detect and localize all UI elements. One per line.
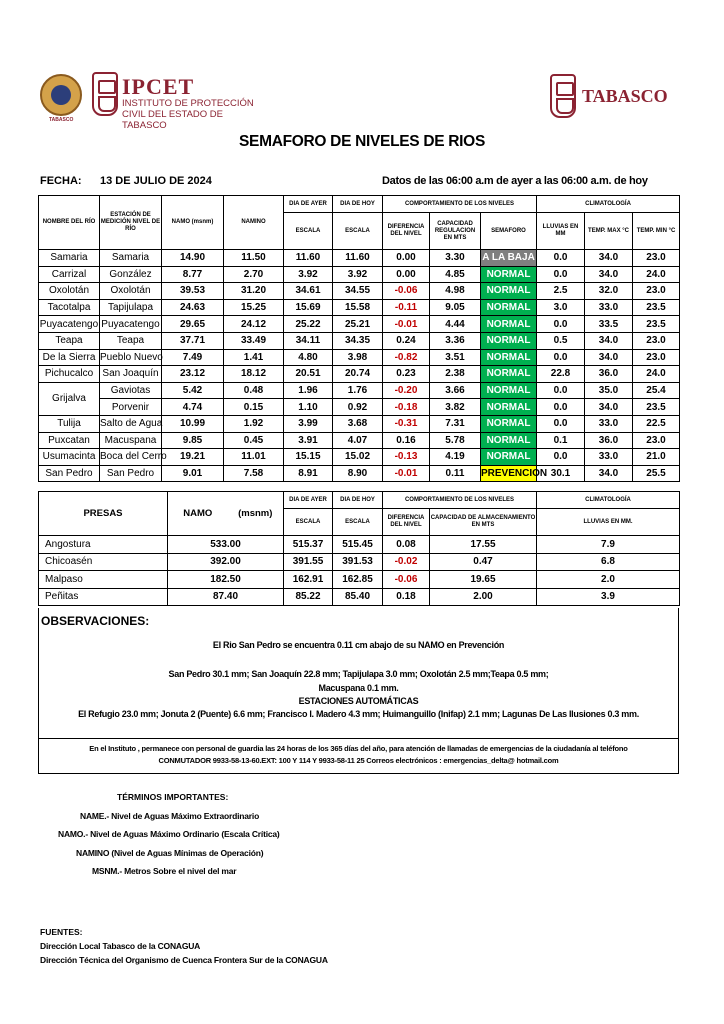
dam-cell-name: Malpaso xyxy=(39,571,168,589)
cell-station: Macuspana xyxy=(100,432,162,449)
cell-namo: 4.74 xyxy=(162,399,224,416)
cell-rain: 22.8 xyxy=(537,366,585,383)
date-value: 13 DE JULIO DE 2024 xyxy=(100,175,212,187)
seal-caption: TABASCO xyxy=(49,117,74,123)
dam-cell-diff: 0.18 xyxy=(383,588,430,606)
cell-yesterday: 11.60 xyxy=(284,250,333,267)
term-namo: NAMO.- Nivel de Aguas Máximo Ordinario (Escala Crítica) xyxy=(58,829,280,839)
cell-tmax: 34.0 xyxy=(585,399,633,416)
cell-capacity: 3.51 xyxy=(430,349,481,366)
dam-cell-storage: 17.55 xyxy=(430,536,537,554)
cell-today: 34.55 xyxy=(333,283,383,300)
header-dam-yesterday: DIA DE AYER xyxy=(284,492,333,509)
dam-cell-today: 515.45 xyxy=(333,536,383,554)
cell-tmin: 23.5 xyxy=(633,299,680,316)
table-row xyxy=(39,571,680,589)
cell-yesterday: 15.69 xyxy=(284,299,333,316)
cell-diff: -0.20 xyxy=(383,382,430,399)
header-diff: DIFERENCIA DEL NIVEL xyxy=(383,213,430,250)
header-dam-storage: CAPACIDAD DE ALMACENAMIENTO EN MTS xyxy=(430,509,537,536)
dam-cell-rain: 6.8 xyxy=(537,553,680,571)
cell-station: Gaviotas xyxy=(100,382,162,399)
cell-tmax: 33.0 xyxy=(585,415,633,432)
header-station: ESTACIÓN DE MEDICIÓN NIVEL DE RÍO xyxy=(100,196,162,250)
cell-namo: 9.85 xyxy=(162,432,224,449)
observations-panel xyxy=(38,608,679,739)
cell-tmin: 23.5 xyxy=(633,316,680,333)
cell-rain: 0.0 xyxy=(537,266,585,283)
dam-cell-namo: 87.40 xyxy=(168,588,284,606)
cell-diff: -0.31 xyxy=(383,415,430,432)
cell-tmin: 22.5 xyxy=(633,415,680,432)
cell-river: Pichucalco xyxy=(39,366,100,383)
cell-status: A LA BAJA xyxy=(481,250,537,267)
cell-tmin: 25.4 xyxy=(633,382,680,399)
header-dam-scale-today: ESCALA xyxy=(333,509,383,536)
cell-station: Oxolotán xyxy=(100,283,162,300)
cell-today: 3.98 xyxy=(333,349,383,366)
cell-diff: 0.00 xyxy=(383,266,430,283)
cell-station: Teapa xyxy=(100,332,162,349)
cell-status: NORMAL xyxy=(481,399,537,416)
cell-namo: 23.12 xyxy=(162,366,224,383)
term-msnm: MSNM.- Metros Sobre el nivel del mar xyxy=(92,866,237,876)
header-dam-scale-yesterday: ESCALA xyxy=(284,509,333,536)
cell-status: NORMAL xyxy=(481,449,537,466)
term-namino: NAMINO (Nivel de Aguas Mínimas de Operación) xyxy=(76,848,264,858)
cell-capacity: 4.98 xyxy=(430,283,481,300)
table-row xyxy=(39,553,680,571)
cell-rain: 0.0 xyxy=(537,399,585,416)
cell-yesterday: 15.15 xyxy=(284,449,333,466)
cell-namino: 2.70 xyxy=(224,266,284,283)
header-tmax: TEMP. MAX °C xyxy=(585,213,633,250)
cell-tmin: 25.5 xyxy=(633,465,680,482)
cell-yesterday: 34.11 xyxy=(284,332,333,349)
cell-rain: 0.0 xyxy=(537,449,585,466)
cell-namino: 0.48 xyxy=(224,382,284,399)
dam-cell-yesterday: 515.37 xyxy=(284,536,333,554)
cell-yesterday: 1.10 xyxy=(284,399,333,416)
observations-title: OBSERVACIONES: xyxy=(41,614,150,628)
civil-protection-seal-logo xyxy=(40,74,82,116)
observation-rain-stations: San Pedro 30.1 mm; San Joaquín 22.8 mm; Tapijulapa 3.0 mm; Oxolotán 2.5 mm;Teapa 0.5 mm; xyxy=(168,669,549,679)
cell-diff: 0.16 xyxy=(383,432,430,449)
cell-tmin: 23.5 xyxy=(633,399,680,416)
cell-status: NORMAL xyxy=(481,316,537,333)
cell-capacity: 5.78 xyxy=(430,432,481,449)
cell-status: NORMAL xyxy=(481,299,537,316)
cell-capacity: 3.36 xyxy=(430,332,481,349)
cell-namo: 5.42 xyxy=(162,382,224,399)
dam-cell-storage: 0.47 xyxy=(430,553,537,571)
dam-cell-name: Angostura xyxy=(39,536,168,554)
cell-today: 4.07 xyxy=(333,432,383,449)
cell-namo: 9.01 xyxy=(162,465,224,482)
cell-today: 34.35 xyxy=(333,332,383,349)
observation-auto-stations: El Refugio 23.0 mm; Jonuta 2 (Puente) 6.6 mm; Francisco I. Madero 4.3 mm; Huimanguillo (Inifap) 2.1 mm; Lagunas De Las Ilusiones 0.3 mm. xyxy=(78,709,639,719)
dam-cell-namo: 533.00 xyxy=(168,536,284,554)
dam-cell-yesterday: 162.91 xyxy=(284,571,333,589)
cell-station: González xyxy=(100,266,162,283)
cell-status: NORMAL xyxy=(481,349,537,366)
dam-levels-table xyxy=(38,491,680,606)
table-row xyxy=(39,283,680,300)
cell-rain: 0.0 xyxy=(537,382,585,399)
dam-cell-storage: 19.65 xyxy=(430,571,537,589)
dam-cell-today: 85.40 xyxy=(333,588,383,606)
header-today: DIA DE HOY xyxy=(333,196,383,213)
table-row xyxy=(39,349,680,366)
cell-diff: -0.01 xyxy=(383,465,430,482)
cell-namino: 24.12 xyxy=(224,316,284,333)
institute-note-line1: En el Instituto , permanece con personal de guardia las 24 horas de los 365 días del año, para atención de llamadas de emergencias de la ciudadanía al teléfono xyxy=(89,744,628,753)
cell-rain: 0.0 xyxy=(537,415,585,432)
header-dam-rain: LLUVIAS EN MM. xyxy=(537,509,680,536)
cell-tmin: 23.0 xyxy=(633,349,680,366)
cell-yesterday: 25.22 xyxy=(284,316,333,333)
table-row xyxy=(39,266,680,283)
cell-today: 25.21 xyxy=(333,316,383,333)
cell-status: NORMAL xyxy=(481,432,537,449)
cell-tmax: 33.0 xyxy=(585,299,633,316)
page-title: SEMAFORO DE NIVELES DE RIOS xyxy=(239,133,485,150)
cell-namino: 11.01 xyxy=(224,449,284,466)
cell-capacity: 0.11 xyxy=(430,465,481,482)
cell-tmin: 24.0 xyxy=(633,266,680,283)
cell-today: 20.74 xyxy=(333,366,383,383)
cell-capacity: 4.19 xyxy=(430,449,481,466)
dam-cell-storage: 2.00 xyxy=(430,588,537,606)
observation-auto-title: ESTACIONES AUTOMÁTICAS xyxy=(298,696,419,706)
header-semaphore: SEMAFORO xyxy=(481,213,537,250)
cell-capacity: 2.38 xyxy=(430,366,481,383)
cell-diff: -0.18 xyxy=(383,399,430,416)
cell-river: Puxcatan xyxy=(39,432,100,449)
cell-today: 1.76 xyxy=(333,382,383,399)
dam-cell-yesterday: 85.22 xyxy=(284,588,333,606)
cell-diff: 0.23 xyxy=(383,366,430,383)
header-capacity: CAPACIDAD REGULACION EN MTS xyxy=(430,213,481,250)
cell-diff: -0.13 xyxy=(383,449,430,466)
table-row xyxy=(39,449,680,466)
header-namino: NAMINO xyxy=(224,196,284,250)
cell-status: NORMAL xyxy=(481,332,537,349)
header-dam-namo: NAMO xyxy=(168,492,228,536)
cell-station: Porvenir xyxy=(100,399,162,416)
cell-diff: -0.11 xyxy=(383,299,430,316)
header-rain: LLUVIAS EN MM xyxy=(537,213,585,250)
dam-cell-rain: 3.9 xyxy=(537,588,680,606)
cell-tmin: 21.0 xyxy=(633,449,680,466)
header-behavior: COMPORTAMIENTO DE LOS NIVELES xyxy=(383,196,537,213)
cell-namino: 18.12 xyxy=(224,366,284,383)
dam-cell-today: 391.53 xyxy=(333,553,383,571)
dam-cell-namo: 392.00 xyxy=(168,553,284,571)
dam-cell-yesterday: 391.55 xyxy=(284,553,333,571)
term-name: NAME.- Nivel de Aguas Máximo Extraordinario xyxy=(80,811,260,821)
cell-station: San Joaquín xyxy=(100,366,162,383)
cell-diff: -0.06 xyxy=(383,283,430,300)
cell-capacity: 9.05 xyxy=(430,299,481,316)
cell-rain: 30.1 xyxy=(537,465,585,482)
cell-tmin: 23.0 xyxy=(633,332,680,349)
cell-yesterday: 3.99 xyxy=(284,415,333,432)
header-dam-climate: CLIMATOLOGÍA xyxy=(537,492,680,509)
cell-tmin: 23.0 xyxy=(633,432,680,449)
cell-capacity: 3.82 xyxy=(430,399,481,416)
cell-namo: 8.77 xyxy=(162,266,224,283)
org-acronym: IPCET xyxy=(122,74,195,99)
table-row xyxy=(39,415,680,432)
header-dam-behavior: COMPORTAMIENTO DE LOS NIVELES xyxy=(383,492,537,509)
table-row xyxy=(39,588,680,606)
cell-station: Samaria xyxy=(100,250,162,267)
header-presas: PRESAS xyxy=(39,492,168,536)
dam-cell-name: Peñitas xyxy=(39,588,168,606)
cell-river: Carrizal xyxy=(39,266,100,283)
cell-today: 3.92 xyxy=(333,266,383,283)
cell-diff: 0.24 xyxy=(383,332,430,349)
cell-namino: 15.25 xyxy=(224,299,284,316)
cell-station: Pueblo Nuevo xyxy=(100,349,162,366)
cell-river: Grijalva xyxy=(39,382,100,415)
dam-cell-today: 162.85 xyxy=(333,571,383,589)
dam-cell-rain: 7.9 xyxy=(537,536,680,554)
cell-capacity: 3.66 xyxy=(430,382,481,399)
table-row xyxy=(39,399,680,416)
cell-rain: 0.1 xyxy=(537,432,585,449)
cell-namino: 33.49 xyxy=(224,332,284,349)
observation-rain-macuspana: Macuspana 0.1 mm. xyxy=(318,683,399,693)
cell-yesterday: 3.92 xyxy=(284,266,333,283)
institute-note xyxy=(38,738,679,774)
institute-note-line2: CONMUTADOR 9933-58-13-60.EXT: 100 Y 114 Y 9933-58-11 25 Correos electrónicos : emergencias_delta@ hotmail.com xyxy=(158,756,559,765)
data-range-note: Datos de las 06:00 a.m de ayer a las 06:00 a.m. de hoy xyxy=(382,175,648,187)
cell-status: NORMAL xyxy=(481,382,537,399)
cell-station: Boca del Cerro xyxy=(100,449,162,466)
dam-cell-diff: -0.02 xyxy=(383,553,430,571)
observation-san-pedro: El Rio San Pedro se encuentra 0.11 cm abajo de su NAMO en Prevención xyxy=(212,640,505,650)
table-row xyxy=(39,299,680,316)
cell-river: Tulija xyxy=(39,415,100,432)
cell-rain: 0.0 xyxy=(537,316,585,333)
table-row xyxy=(39,432,680,449)
cell-tmin: 24.0 xyxy=(633,366,680,383)
sources-title: FUENTES: xyxy=(40,927,83,937)
cell-namino: 11.50 xyxy=(224,250,284,267)
cell-namo: 39.53 xyxy=(162,283,224,300)
table-row xyxy=(39,536,680,554)
cell-tmax: 34.0 xyxy=(585,250,633,267)
cell-yesterday: 1.96 xyxy=(284,382,333,399)
cell-namino: 0.45 xyxy=(224,432,284,449)
dam-cell-namo: 182.50 xyxy=(168,571,284,589)
cell-today: 3.68 xyxy=(333,415,383,432)
org-full-name: INSTITUTO DE PROTECCIÓN CIVIL DEL ESTADO DE TABASCO xyxy=(122,98,254,131)
cell-rain: 3.0 xyxy=(537,299,585,316)
cell-capacity: 4.85 xyxy=(430,266,481,283)
table-row xyxy=(39,382,680,399)
table-row xyxy=(39,316,680,333)
cell-river: Puyacatengo xyxy=(39,316,100,333)
cell-namo: 14.90 xyxy=(162,250,224,267)
cell-river: Usumacinta xyxy=(39,449,100,466)
header-scale-today: ESCALA xyxy=(333,213,383,250)
header-dam-diff: DIFERENCIA DEL NIVEL xyxy=(383,509,430,536)
cell-capacity: 4.44 xyxy=(430,316,481,333)
cell-tmax: 34.0 xyxy=(585,465,633,482)
header-dam-msnm: (msnm) xyxy=(228,492,284,536)
cell-today: 8.90 xyxy=(333,465,383,482)
header-namo: NAMO (msnm) xyxy=(162,196,224,250)
terms-title: TÉRMINOS IMPORTANTES: xyxy=(117,792,229,802)
cell-capacity: 7.31 xyxy=(430,415,481,432)
cell-yesterday: 3.91 xyxy=(284,432,333,449)
cell-namo: 19.21 xyxy=(162,449,224,466)
cell-diff: -0.01 xyxy=(383,316,430,333)
cell-tmax: 34.0 xyxy=(585,349,633,366)
table-row xyxy=(39,250,680,267)
cell-namino: 7.58 xyxy=(224,465,284,482)
river-levels-table xyxy=(38,195,680,482)
tabasco-crest-icon xyxy=(92,72,118,116)
cell-today: 11.60 xyxy=(333,250,383,267)
cell-station: San Pedro xyxy=(100,465,162,482)
cell-tmax: 34.0 xyxy=(585,332,633,349)
cell-tmax: 32.0 xyxy=(585,283,633,300)
header-tmin: TEMP. MIN °C xyxy=(633,213,680,250)
date-label: FECHA: xyxy=(40,175,82,187)
cell-tmax: 33.5 xyxy=(585,316,633,333)
cell-namo: 10.99 xyxy=(162,415,224,432)
state-logo-text: TABASCO xyxy=(582,86,668,106)
cell-today: 15.02 xyxy=(333,449,383,466)
cell-status: NORMAL xyxy=(481,283,537,300)
cell-diff: -0.82 xyxy=(383,349,430,366)
header-dam-today: DIA DE HOY xyxy=(333,492,383,509)
dam-cell-name: Chicoasén xyxy=(39,553,168,571)
cell-river: Oxolotán xyxy=(39,283,100,300)
header-yesterday: DIA DE AYER xyxy=(284,196,333,213)
table-row xyxy=(39,332,680,349)
cell-namino: 1.92 xyxy=(224,415,284,432)
cell-namo: 7.49 xyxy=(162,349,224,366)
table-row xyxy=(39,465,680,482)
header-scale-yesterday: ESCALA xyxy=(284,213,333,250)
dam-cell-diff: 0.08 xyxy=(383,536,430,554)
cell-namo: 37.71 xyxy=(162,332,224,349)
cell-namino: 1.41 xyxy=(224,349,284,366)
table-row xyxy=(39,366,680,383)
cell-rain: 0.0 xyxy=(537,349,585,366)
cell-rain: 2.5 xyxy=(537,283,585,300)
cell-status: NORMAL xyxy=(481,415,537,432)
cell-tmax: 33.0 xyxy=(585,449,633,466)
cell-station: Salto de Agua xyxy=(100,415,162,432)
cell-yesterday: 20.51 xyxy=(284,366,333,383)
cell-river: Tacotalpa xyxy=(39,299,100,316)
cell-rain: 0.5 xyxy=(537,332,585,349)
cell-river: San Pedro xyxy=(39,465,100,482)
cell-tmax: 36.0 xyxy=(585,366,633,383)
source-line1: Dirección Local Tabasco de la CONAGUA xyxy=(40,941,201,951)
state-crest-icon xyxy=(550,74,576,118)
cell-namino: 31.20 xyxy=(224,283,284,300)
cell-river: Samaria xyxy=(39,250,100,267)
cell-tmax: 35.0 xyxy=(585,382,633,399)
cell-capacity: 3.30 xyxy=(430,250,481,267)
cell-yesterday: 34.61 xyxy=(284,283,333,300)
cell-status: NORMAL xyxy=(481,266,537,283)
cell-yesterday: 8.91 xyxy=(284,465,333,482)
cell-yesterday: 4.80 xyxy=(284,349,333,366)
cell-station: Tapijulapa xyxy=(100,299,162,316)
cell-status: PREVENCION xyxy=(481,465,537,482)
cell-diff: 0.00 xyxy=(383,250,430,267)
cell-station: Puyacatengo xyxy=(100,316,162,333)
source-line2: Dirección Técnica del Organismo de Cuenca Frontera Sur de la CONAGUA xyxy=(40,955,328,965)
cell-river: De la Sierra xyxy=(39,349,100,366)
cell-namo: 29.65 xyxy=(162,316,224,333)
header-river: NOMBRE DEL RÍO xyxy=(39,196,100,250)
cell-status: NORMAL xyxy=(481,366,537,383)
cell-tmax: 34.0 xyxy=(585,266,633,283)
cell-tmin: 23.0 xyxy=(633,250,680,267)
cell-tmin: 23.0 xyxy=(633,283,680,300)
cell-today: 15.58 xyxy=(333,299,383,316)
cell-namino: 0.15 xyxy=(224,399,284,416)
dam-cell-rain: 2.0 xyxy=(537,571,680,589)
cell-river: Teapa xyxy=(39,332,100,349)
cell-namo: 24.63 xyxy=(162,299,224,316)
cell-tmax: 36.0 xyxy=(585,432,633,449)
cell-rain: 0.0 xyxy=(537,250,585,267)
cell-today: 0.92 xyxy=(333,399,383,416)
dam-cell-diff: -0.06 xyxy=(383,571,430,589)
header-climate: CLIMATOLOGÍA xyxy=(537,196,680,213)
